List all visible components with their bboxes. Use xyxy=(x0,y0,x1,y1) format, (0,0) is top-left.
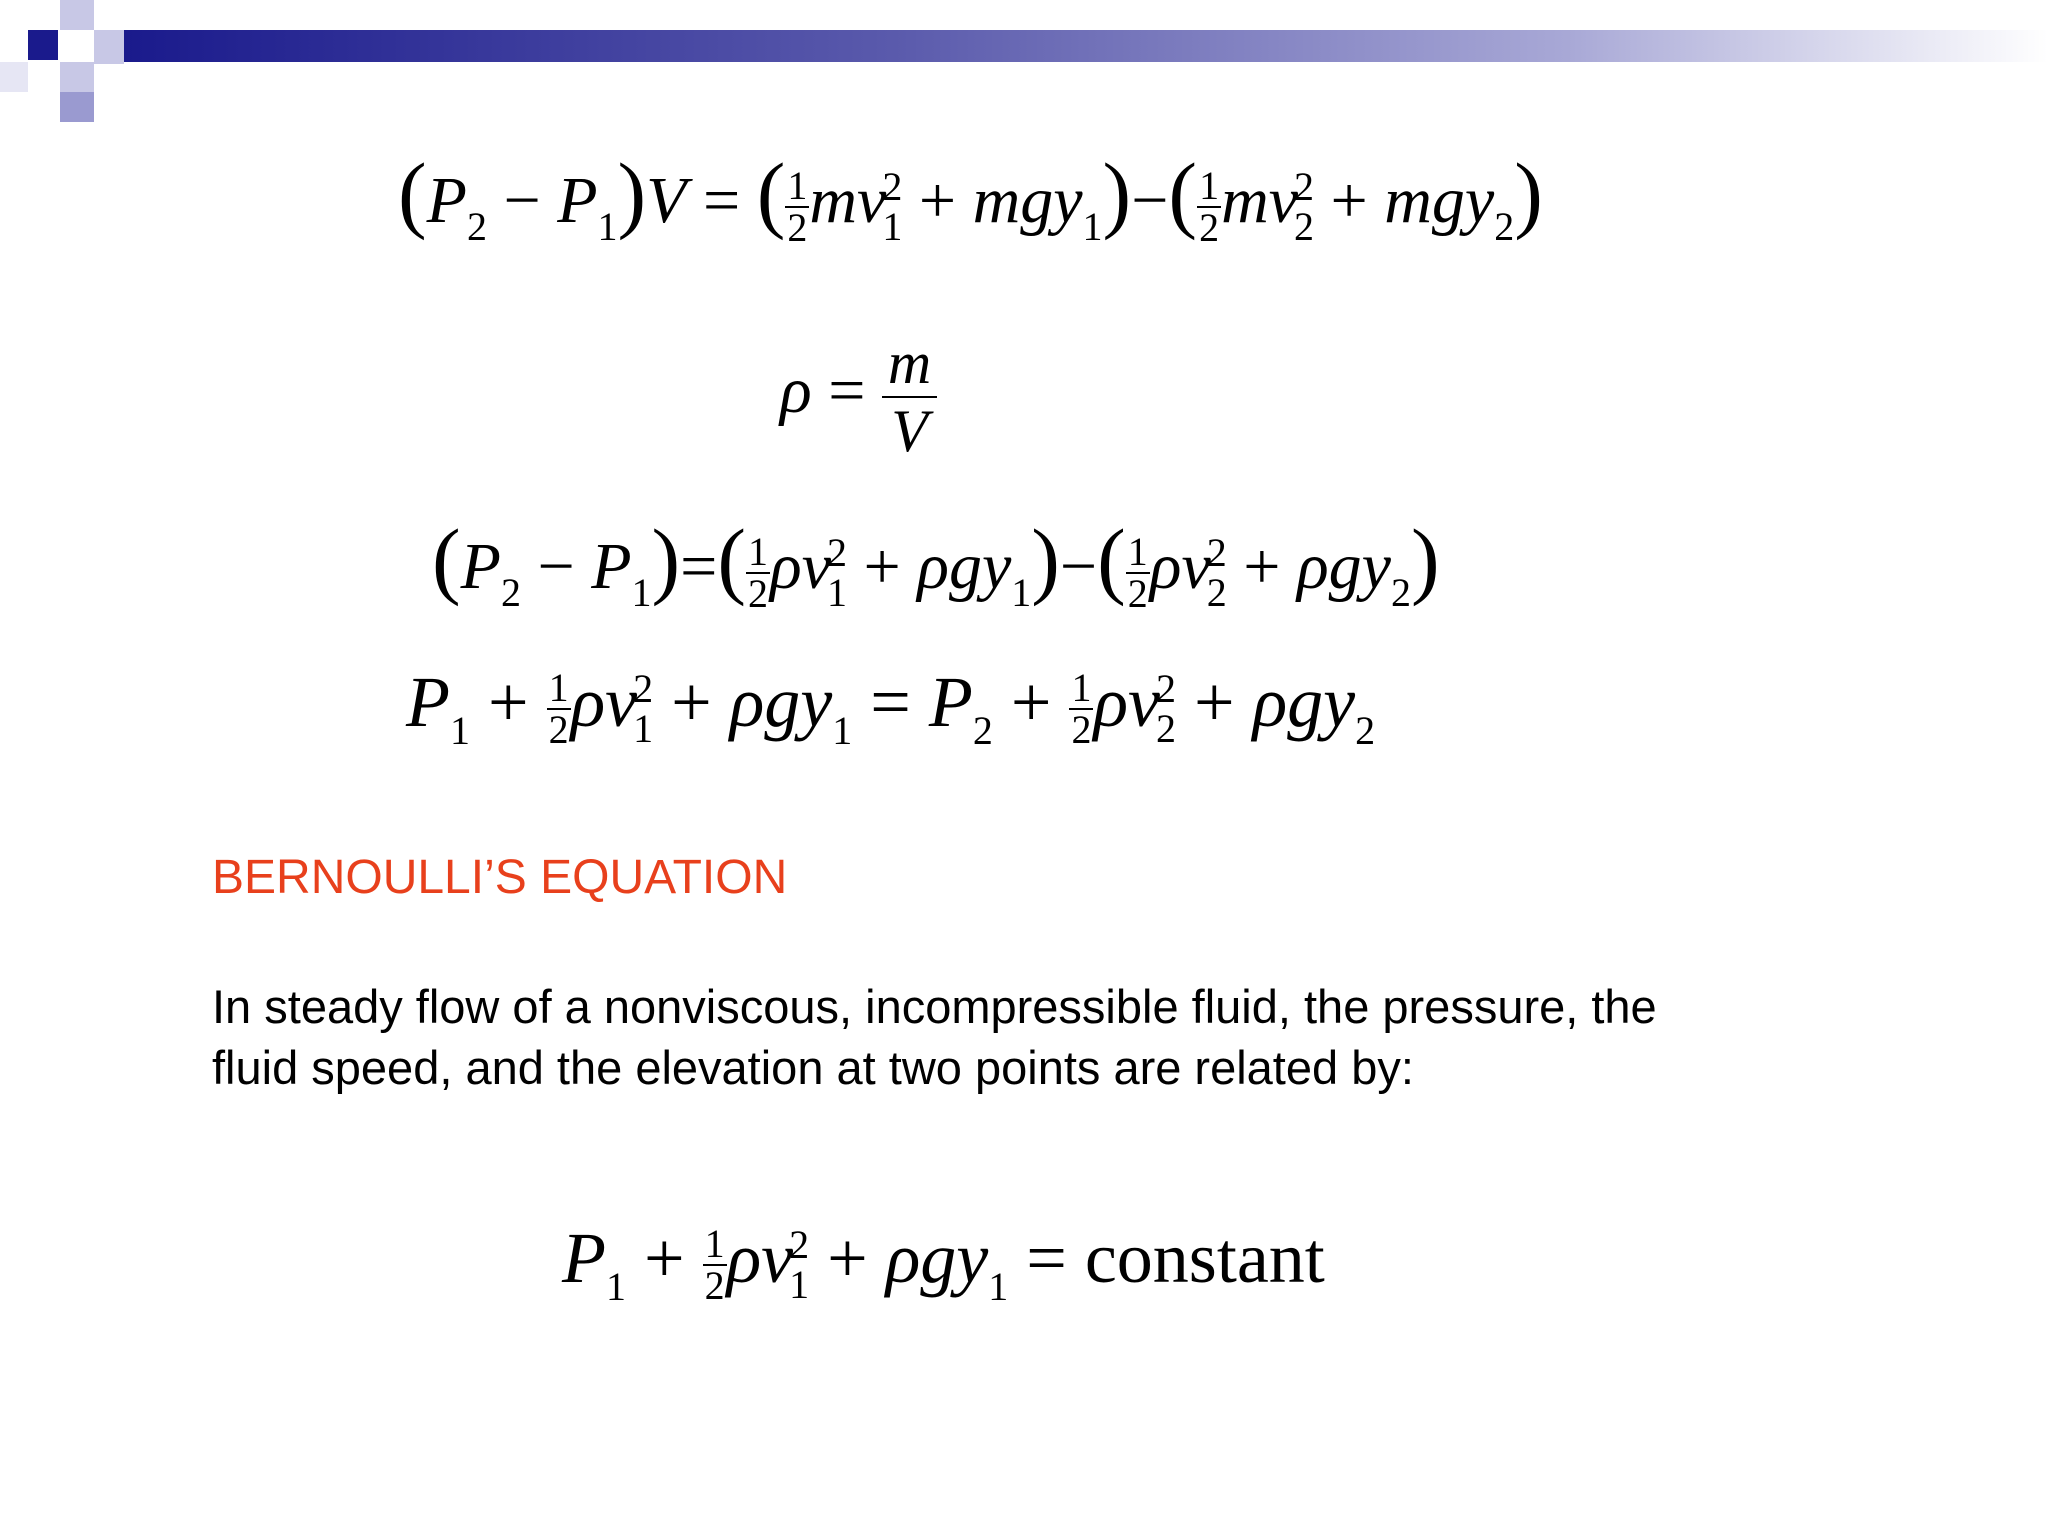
equation-pressure-difference: $(P_2 - P_1)=$( $\frac{1}{2}$ ρv 2 1 + ρgy$_1$)−( $\frac{1}{2}$ ρv 2 2 + ρgy$_2$) xyxy=(432,511,1440,616)
paragraph-line: In steady flow of a nonviscous, incompressible fluid, the pressure, the xyxy=(212,980,1657,1033)
equation-work-energy: $(P_2 - P_1)V$ = ( $\frac{1}{2}$ mv 2 1 + mgy$_1$)−( $\frac{1}{2}$ mv 2 2 + mgy$_2$) xyxy=(398,145,1543,250)
decor-square xyxy=(60,62,94,92)
decor-square xyxy=(0,62,28,92)
equation-density: ρ = $\frac{m}{V}$ xyxy=(780,330,937,464)
decor-square xyxy=(60,0,94,30)
slide-paragraph xyxy=(212,976,1852,1098)
decor-square xyxy=(60,92,94,122)
decor-square xyxy=(94,30,124,64)
header-gradient-bar xyxy=(124,30,2048,62)
equation-bernoulli-two-points: $P_1$ + $\frac{1}{2}$ ρv 2 1 + $\rho gy_1 = P_2$ + $\frac{1}{2}$ ρv 2 2 + ρgy$_2$ xyxy=(406,662,1376,753)
decor-square-dark xyxy=(28,30,58,60)
constant-word: constant xyxy=(1084,1218,1325,1298)
slide-heading: BERNOULLI’S EQUATION xyxy=(212,851,788,904)
equation-bernoulli-constant: $P_1$ + $\frac{1}{2}$ ρv 2 1 + ρgy$_1$ = constant xyxy=(562,1218,1325,1309)
paragraph-line: fluid speed, and the elevation at two points are related by: xyxy=(212,1041,1414,1095)
